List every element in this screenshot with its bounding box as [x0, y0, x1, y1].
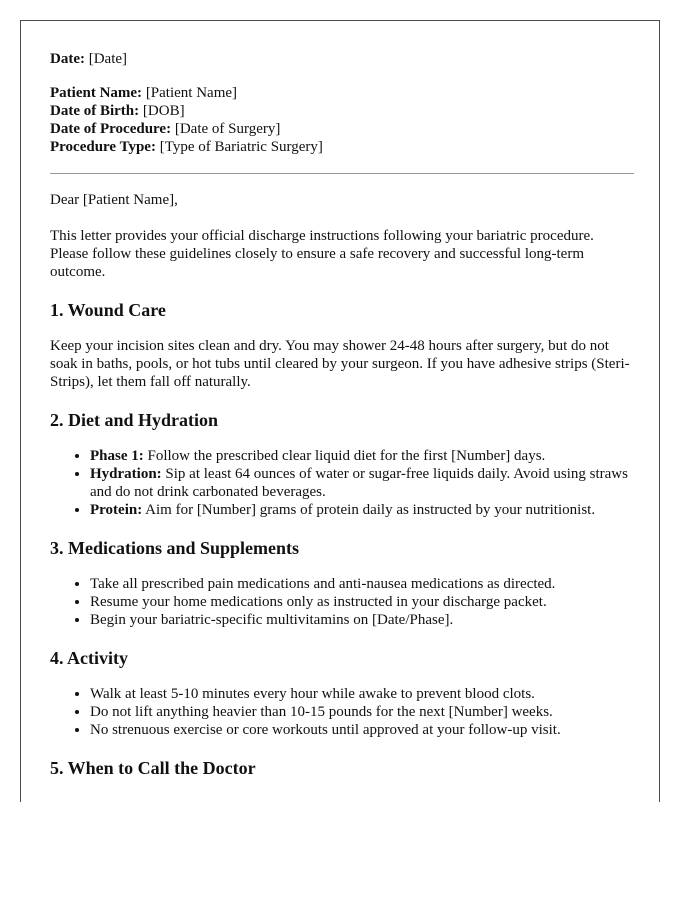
procedure-date-label: Date of Procedure:: [50, 121, 172, 137]
activity-item: • Do not lift anything heavier than 10-15 pounds for the next [Number] weeks.: [90, 703, 634, 721]
procedure-type-line: [50, 138, 634, 156]
procedure-type-label: Procedure Type:: [50, 139, 156, 155]
date-label: Date:: [50, 51, 85, 67]
procedure-date-line: [50, 120, 634, 138]
header-divider: [50, 173, 634, 174]
procedure-date-value: [Date of Surgery]: [174, 121, 281, 137]
date-line: [50, 50, 634, 68]
letter-page: [20, 20, 660, 802]
date-block: [50, 50, 634, 68]
diet-list: [50, 447, 634, 519]
call-doctor-heading: 5. When to Call the Doctor: [50, 758, 256, 778]
diet-item-text: Aim for [Number] grams of protein daily as instructed by your nutritionist.: [145, 502, 596, 518]
medications-list: [50, 575, 634, 629]
dob-line: [50, 102, 634, 120]
patient-name-label: Patient Name:: [50, 85, 143, 101]
activity-heading: 4. Activity: [50, 648, 128, 668]
diet-item-label: Protein:: [90, 502, 143, 518]
date-value: [Date]: [88, 51, 128, 67]
patient-name-value: [Patient Name]: [145, 85, 238, 101]
diet-heading: 2. Diet and Hydration: [50, 410, 219, 430]
dob-label: Date of Birth:: [50, 103, 140, 119]
procedure-type-value: [Type of Bariatric Surgery]: [159, 139, 323, 155]
wound-care-paragraph: Keep your incision sites clean and dry. You may shower 24-48 hours after surgery, but do not soak in baths, pools, or hot tubs until cleared by your surgeon. If you have adhesive strips (Steri-Strips), let them fall off naturally.: [50, 338, 630, 390]
medications-item: • Begin your bariatric-specific multivitamins on [Date/Phase].: [90, 611, 634, 629]
diet-item-label: Phase 1:: [90, 448, 144, 464]
diet-item-hydration: [90, 465, 634, 501]
activity-item: • Walk at least 5-10 minutes every hour while awake to prevent blood clots.: [90, 685, 634, 703]
intro-paragraph: This letter provides your official discharge instructions following your bariatric procedure. Please follow these guidelines closely to ensure a safe recovery and successful long-term outcome.: [50, 228, 594, 280]
activity-list: [50, 685, 634, 739]
diet-item-phase: [90, 447, 634, 465]
medications-item: • Take all prescribed pain medications and anti-nausea medications as directed.: [90, 575, 634, 593]
medications-heading: 3. Medications and Supplements: [50, 538, 300, 558]
patient-info-block: [50, 84, 634, 156]
dob-value: [DOB]: [142, 103, 185, 119]
medications-item: • Resume your home medications only as instructed in your discharge packet.: [90, 593, 634, 611]
patient-name-line: [50, 84, 634, 102]
salutation: Dear [Patient Name],: [50, 192, 178, 208]
diet-item-label: Hydration:: [90, 466, 162, 482]
diet-item-protein: [90, 501, 634, 519]
letter-content: [50, 50, 634, 795]
wound-care-heading: 1. Wound Care: [50, 300, 166, 320]
activity-item: • No strenuous exercise or core workouts until approved at your follow-up visit.: [90, 721, 634, 739]
diet-item-text: Sip at least 64 ounces of water or sugar-free liquids daily. Avoid using straws and do not drink carbonated beverages.: [90, 466, 628, 500]
diet-item-text: Follow the prescribed clear liquid diet for the first [Number] days.: [147, 448, 546, 464]
